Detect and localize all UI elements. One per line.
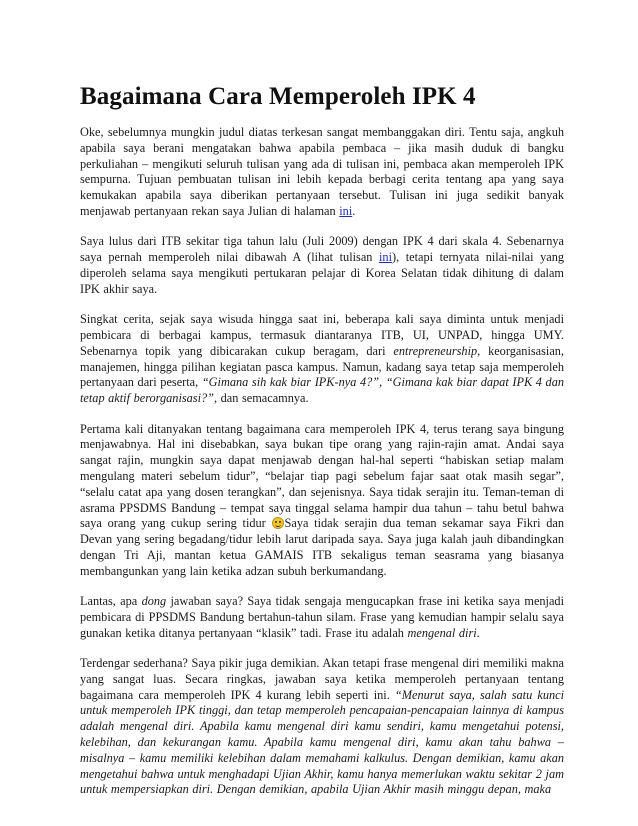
emphasis-text: entrepreneurship (393, 343, 478, 358)
paragraph-intro (80, 125, 564, 220)
paragraph-text: Oke, sebelumnya mungkin judul diatas terkesan sangat membanggakan diri. Tentu saja, angkuh apabila saya berani mengatakan bahwa apabila pembaca – jika masih duduk di bangku perkuliahan – mengikuti seluruh tulisan yang ada di tulisan ini, pembaca akan memperoleh IPK sempurna. Tujuan pembuatan tulisan ini lebih kepada berbagi cerita tentang apa yang saya kemukakan apabila saya diberikan pertanyaan tersebut. Tulisan ini juga sedikit banyak menjawab pertanyaan rekan saya Julian di halaman (80, 125, 564, 218)
paragraph-text: , (379, 375, 386, 390)
paragraph-text: Terdengar sederhana? Saya pikir juga demikian. Akan tetapi frase mengenal diri memiliki makna yang sangat luas. Secara ringkas, jawaban saya ketika memperoleh pertanyaan tentang bagaimana cara memperoleh IPK 4 kurang lebih seperti ini. (80, 656, 564, 702)
paragraph-speaker (80, 312, 564, 407)
emphasis-text: dong (141, 594, 167, 609)
quote-text: “Menurut saya, salah satu kunci untuk memperoleh IPK tinggi, dan tetap memperoleh pencapaian-pencapaian lainnya di kampus adalah mengenal diri. Apabila kamu mengenal diri kamu sendiri, kamu mengetahui potensi, kelebihan, dan kekurangan kamu. Apabila kamu mengenal diri, kamu akan tahu bahwa – misalnya – kamu memiliki kelebihan dalam memahami kalkulus. Dengan demikian, kamu akan mengetahui bahwa untuk menghadapi Ujian Akhir, kamu hanya memerlukan waktu sekitar 2 jam untuk mempersiapkan diri. Dengan demikian, apabila Ujian Akhir masih minggu depan, maka (80, 687, 565, 797)
inline-link-ini[interactable]: ini (379, 250, 392, 265)
inline-link-ini[interactable]: ini (339, 203, 353, 218)
quote-text: “Gimana sih kak biar IPK-nya 4?” (201, 375, 380, 390)
paragraph-graduation (80, 234, 564, 297)
quote-text: “Gimana kak biar dapat IPK 4 dan tetap aktif berorganisasi?” (80, 375, 565, 406)
emphasis-text: mengenal diri (407, 625, 477, 640)
paragraph-text: Saya tidak serajin dua teman sekamar saya Fikri dan Devan yang sering begadang/tidur lebih larut daripada saya. Saya juga kalah jauh dibandingkan dengan Tri Aji, mantan ketua GAMAIS ITB sekaligus teman seasrama yang biasanya membangunkan yang lain ketika adzan subuh berkumandang. (80, 516, 565, 578)
paragraph-text: Saya lulus dari ITB sekitar tiga tahun lalu (Juli 2009) dengan IPK 4 dari skala 4. Sebenarnya saya pernah memperoleh nilai dibawah A (lihat tulisan (80, 234, 564, 265)
paragraph-text: Pertama kali ditanyakan tentang bagaimana cara memperoleh IPK 4, terus terang saya bingung menjawabnya. Hal ini disebabkan, saya bukan tipe orang yang rajin-rajin amat. Andai saya sangat rajin, mungkin saya dapat menjawab dengan hal-hal seperti “habiskan setiap malam mengulang materi sebelum tidur”, “belajar tiap pagi sebelum fajar saat otak masih segar”, “selalu catat apa yang dosen terangkan”, dan sejenisnya. Saya tidak serajin itu. Teman-teman di asrama PPSDMS Bandung – tempat saya tinggal selama hampir dua tahun – tahu betul bahwa saya orang yang cukup sering tidur (80, 421, 564, 531)
paragraph-text: . (476, 625, 480, 640)
paragraph-text: Singkat cerita, sejak saya wisuda hingga saat ini, beberapa kali saya diminta untuk menjadi pembicara di berbagai kampus, termasuk diantaranya ITB, UI, UNPAD, hingga UMY. Sebenarnya topik yang dibicarakan cukup beragam, dari (80, 312, 564, 358)
paragraph-text: jawaban saya? Saya tidak sengaja mengucapkan frase ini ketika saya menjadi pembicara di PPSDMS Bandung bertahun-tahun silam. Frase yang kemudian hampir selalu saya gunakan ketika ditanya pertanyaan “klasik” tadi. Frase itu adalah (80, 594, 564, 640)
paragraph-text: Lantas, apa (80, 594, 142, 609)
paragraph-text: , keorganisasian, manajemen, hingga pilihan kegiatan pasca kampus. Namun, kadang saya tetap saja memperoleh pertanyaan dari peserta, (80, 343, 564, 390)
smiley-icon (272, 517, 284, 529)
paragraph-text: . (352, 203, 356, 218)
paragraph-answer (80, 594, 564, 641)
document-title: Bagaimana Cara Memperoleh IPK 4 (80, 83, 476, 110)
paragraph-simple (80, 656, 564, 798)
paragraph-first-asked (80, 422, 564, 580)
paragraph-text: ), tetapi ternyata nilai-nilai yang diperoleh selama saya mengikuti pertukaran pelajar di Korea Selatan tidak dihitung di dalam IPK akhir saya. (80, 250, 564, 296)
paragraph-text: , dan semacamnya. (214, 391, 309, 406)
